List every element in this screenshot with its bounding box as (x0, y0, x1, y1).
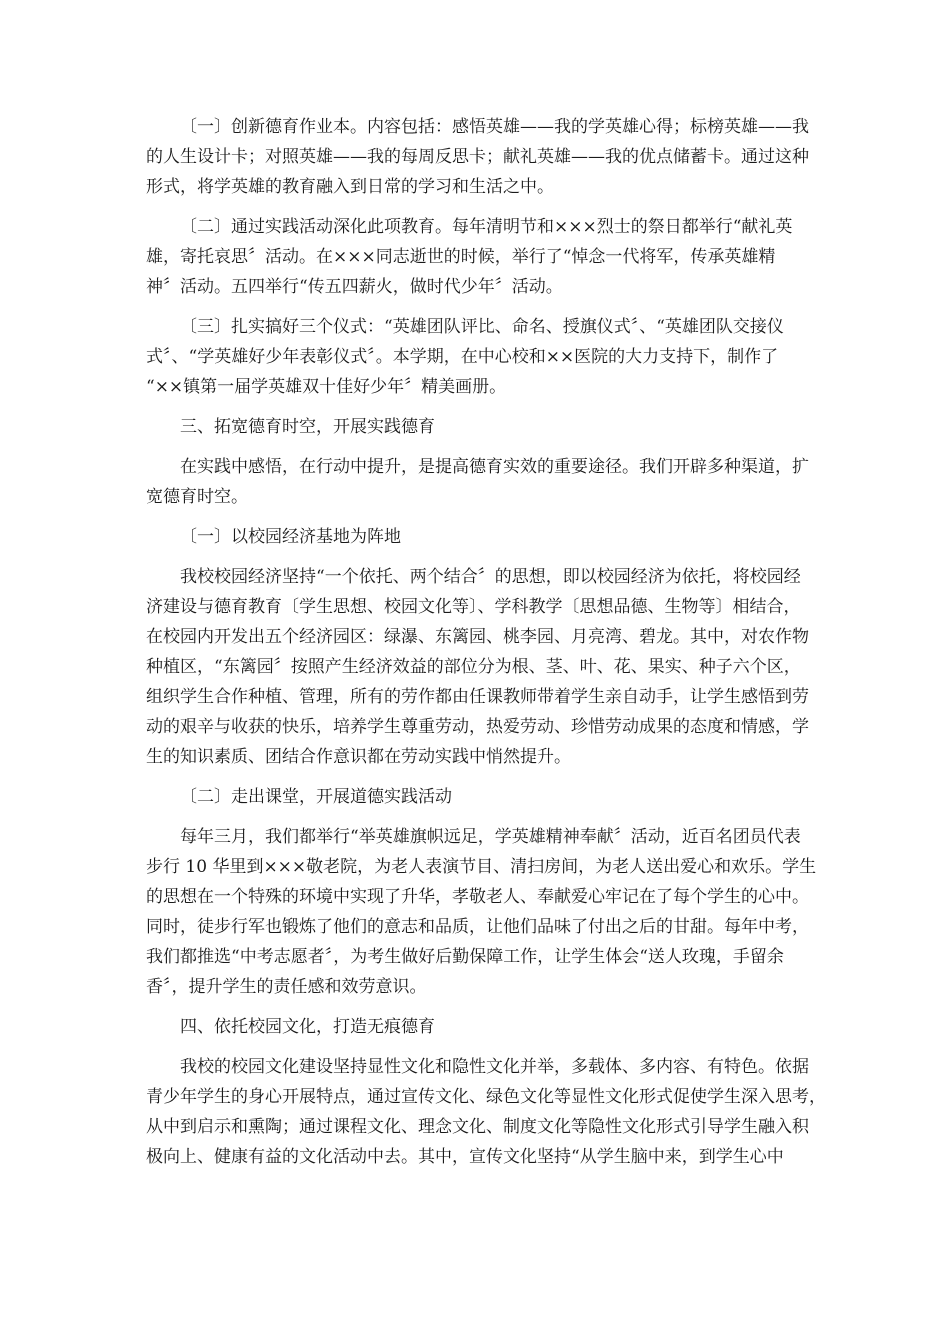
paragraph-campus-culture (146, 1052, 826, 1172)
section-heading-3 (146, 412, 804, 442)
text-line: 〔一〕创新德育作业本。内容包括：感悟英雄——我的学英雄心得；标榜英雄——我 (180, 117, 809, 137)
subsection-heading-moral-practice (146, 782, 804, 812)
text-line: 的人生设计卡；对照英雄——我的每周反思卡；献礼英雄——我的优点储蓄卡。通过这种 (146, 147, 809, 167)
text-line: 香〞，提升学生的责任感和效劳意识。 (146, 977, 427, 997)
text-line: 式〞、“学英雄好少年表彰仪式〞。本学期，在中心校和××医院的大力支持下，制作了 (146, 347, 779, 367)
section-heading-4 (146, 1012, 804, 1042)
text-line: 〔三〕扎实搞好三个仪式：“英雄团队评比、命名、授旗仪式〞、“英雄团队交接仪 (180, 317, 784, 337)
text-line: 我校的校园文化建设坚持显性文化和隐性文化并举，多载体、多内容、有特色。依据 (180, 1057, 809, 1077)
text-line: 四、依托校园文化，打造无痕德育 (180, 1017, 435, 1037)
paragraph-moral-practice (146, 822, 817, 1002)
text-line: 我们都推选“中考志愿者〞，为考生做好后勤保障工作，让学生体会“送人玫瑰，手留余 (146, 947, 784, 967)
text-line: 青少年学生的身心开展特点，通过宣传文化、绿色文化等显性文化形式促使学生深入思考， (146, 1087, 826, 1107)
document-body (146, 112, 826, 1182)
text-line: 宽德育时空。 (146, 487, 248, 507)
subsection-heading-campus-economy (146, 522, 804, 552)
paragraph-practice-intro (146, 452, 809, 512)
text-line: 种植区，“东篱园〞按照产生经济效益的部位分为根、茎、叶、花、果实、种子六个区， (146, 657, 801, 677)
text-line: 组织学生合作种植、管理，所有的劳作都由任课教师带着学生亲自动手，让学生感悟到劳 (146, 687, 809, 707)
text-line: 在实践中感悟，在行动中提升，是提高德育实效的重要途径。我们开辟多种渠道，扩 (180, 457, 809, 477)
text-line: 同时，徒步行军也锻炼了他们的意志和品质，让他们品味了付出之后的甘甜。每年中考， (146, 917, 809, 937)
text-line: 〔二〕通过实践活动深化此项教育。每年清明节和×××烈士的祭日都举行“献礼英 (180, 217, 793, 237)
text-line: 三、拓宽德育时空，开展实践德育 (180, 417, 435, 437)
text-line: 极向上、健康有益的文化活动中去。其中，宣传文化坚持“从学生脑中来，到学生心中 (146, 1147, 784, 1167)
text-line: 我校校园经济坚持“一个依托、两个结合〞的思想，即以校园经济为依托，将校园经 (180, 567, 801, 587)
text-line: 〔一〕以校园经济基地为阵地 (180, 527, 401, 547)
paragraph-campus-economy (146, 562, 809, 772)
text-line: 每年三月，我们都举行“举英雄旗帜远足，学英雄精神奉献〞活动，近百名团员代表 (180, 827, 801, 847)
text-line: 神〞活动。五四举行“传五四薪火，做时代少年〞活动。 (146, 277, 563, 297)
text-line: 步行 10 华里到×××敬老院，为老人表演节目、清扫房间，为老人送出爱心和欢乐。学生 (146, 857, 817, 877)
paragraph-practice-activities (146, 212, 804, 302)
paragraph-innovate-homework (146, 112, 809, 202)
text-line: 在校园内开发出五个经济园区：绿瀑、东篱园、桃李园、月亮湾、碧龙。其中，对农作物 (146, 627, 809, 647)
text-line: 济建设与德育教育〔学生思想、校园文化等〕、学科教学〔思想品德、生物等〕相结合， (146, 597, 801, 617)
text-line: 生的知识素质、团结合作意识都在劳动实践中悄然提升。 (146, 747, 571, 767)
text-line: 从中到启示和熏陶；通过课程文化、理念文化、制度文化等隐性文化形式引导学生融入积 (146, 1117, 809, 1137)
text-line: 的思想在一个特殊的环境中实现了升华，孝敬老人、奉献爱心牢记在了每个学生的心中。 (146, 887, 809, 907)
text-line: 形式，将学英雄的教育融入到日常的学习和生活之中。 (146, 177, 554, 197)
text-line: “××镇第一届学英雄双十佳好少年〞精美画册。 (146, 377, 507, 397)
text-line: 动的艰辛与收获的快乐，培养学生尊重劳动，热爱劳动、珍惜劳动成果的态度和情感，学 (146, 717, 809, 737)
text-line: 雄，寄托哀思〞活动。在×××同志逝世的时候，举行了“悼念一代将军，传承英雄精 (146, 247, 776, 267)
text-line: 〔二〕走出课堂，开展道德实践活动 (180, 787, 452, 807)
paragraph-three-ceremonies (146, 312, 804, 402)
